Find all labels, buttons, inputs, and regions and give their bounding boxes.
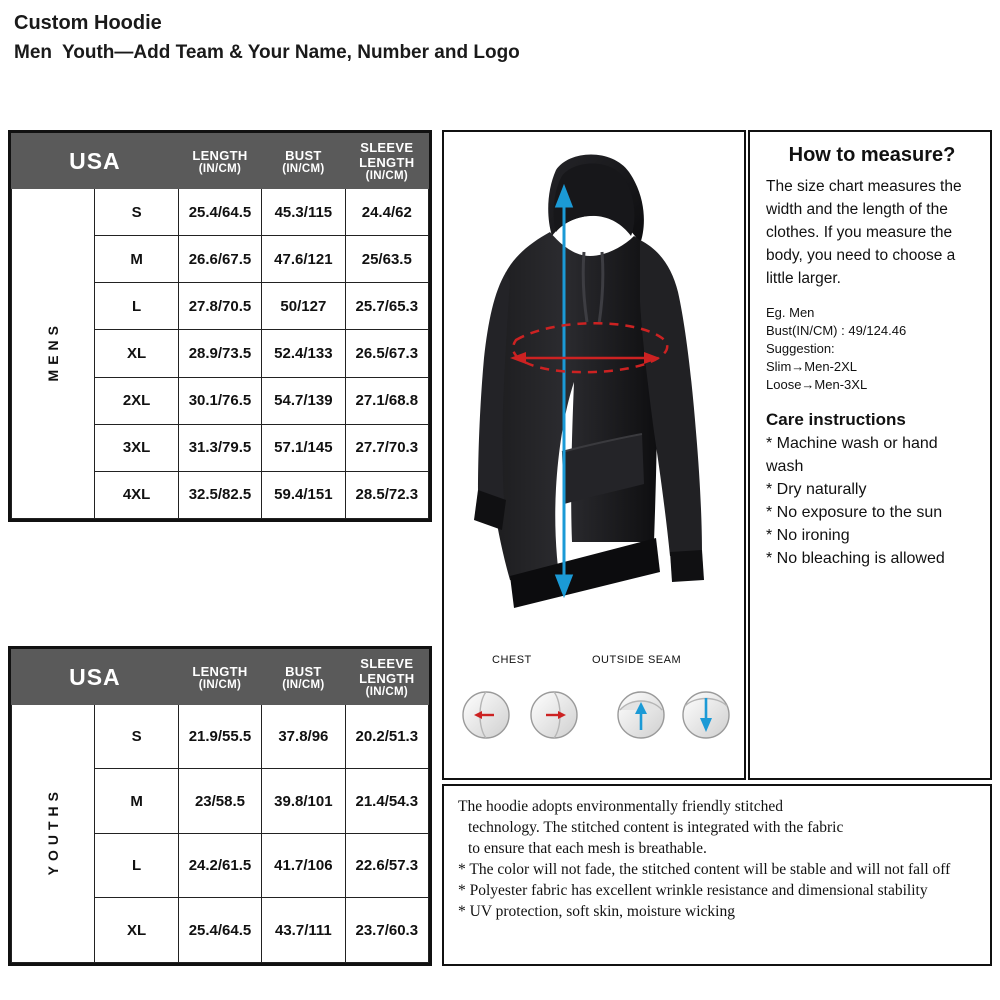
cell-size: S (95, 705, 178, 769)
header-length (178, 650, 261, 705)
youths-table-head (12, 650, 429, 705)
youths-table-body (12, 705, 429, 963)
header-sleeve-sub: (IN/CM) (365, 686, 408, 698)
cell-size: L (95, 833, 178, 897)
list-item: * No bleaching is allowed (766, 550, 945, 567)
cell-sleeve: 21.4/54.3 (345, 769, 428, 833)
list-item: * Dry naturally (766, 481, 867, 498)
example-line-3: Suggestion: (766, 341, 835, 356)
cell-bust: 39.8/101 (262, 769, 345, 833)
cell-length: 26.6/67.5 (178, 236, 261, 283)
list-item: * No exposure to the sun (766, 504, 943, 521)
row-group-label-text: YOUTHS (45, 787, 62, 876)
how-to-measure-intro: The size chart measures the width and the length of the clothes. If you measure the body, you need to choose a little larger. (766, 178, 962, 287)
fabric-notes-panel (442, 784, 992, 966)
cell-length: 28.9/73.5 (178, 330, 261, 377)
cell-sleeve: 24.4/62 (345, 189, 428, 236)
cell-length: 31.3/79.5 (178, 424, 261, 471)
table-header-row (12, 650, 429, 705)
cell-size: 4XL (95, 471, 178, 518)
table-row (12, 705, 429, 769)
notes-line-2: technology. The stitched content is integrated with the fabric (468, 819, 844, 836)
hoodie-image-panel (442, 130, 746, 780)
header-sleeve (345, 650, 428, 705)
list-item: * Machine wash or hand wash (766, 435, 938, 475)
header-length-sub: (IN/CM) (198, 678, 242, 691)
outside-seam-down-icon (683, 692, 729, 738)
cell-size: XL (95, 898, 178, 963)
outside-seam-label: OUTSIDE SEAM (592, 654, 682, 666)
measure-example (766, 304, 978, 394)
care-instructions-list (766, 432, 978, 570)
chest-left-icon (463, 692, 509, 738)
how-to-measure-panel (748, 130, 992, 780)
cell-bust: 52.4/133 (262, 330, 345, 377)
example-line-5: Loose→Men-3XL (766, 377, 868, 392)
cell-size: L (95, 283, 178, 330)
row-group-label-youths (12, 705, 95, 963)
youths-size-table (8, 646, 432, 966)
cell-length: 32.5/82.5 (178, 471, 261, 518)
cell-bust: 37.8/96 (262, 705, 345, 769)
content-area (0, 68, 1000, 978)
cell-bust: 47.6/121 (262, 236, 345, 283)
example-line-1: Eg. Men (766, 305, 815, 320)
table-row (12, 189, 429, 236)
cell-sleeve: 27.7/70.3 (345, 424, 428, 471)
cell-size: 2XL (95, 377, 178, 424)
cell-size: M (95, 769, 178, 833)
cell-length: 23/58.5 (178, 769, 261, 833)
cell-bust: 57.1/145 (262, 424, 345, 471)
header-length-main: LENGTH (192, 147, 248, 163)
table-header-row (12, 134, 429, 189)
notes-line-1: The hoodie adopts environmentally friendly stitched (458, 798, 783, 815)
cell-size: 3XL (95, 424, 178, 471)
header-sleeve-main: SLEEVE LENGTH (359, 140, 415, 170)
cell-bust: 59.4/151 (262, 471, 345, 518)
row-group-label-mens (12, 189, 95, 519)
header-sleeve-sub: (IN/CM) (365, 170, 408, 182)
cell-length: 30.1/76.5 (178, 377, 261, 424)
cell-sleeve: 28.5/72.3 (345, 471, 428, 518)
page-title: Custom Hoodie (14, 12, 162, 34)
cell-length: 24.2/61.5 (178, 833, 261, 897)
cell-size: XL (95, 330, 178, 377)
notes-line-5: * Polyester fabric has excellent wrinkle resistance and dimensional stability (458, 882, 928, 899)
cell-length: 21.9/55.5 (178, 705, 261, 769)
chest-right-icon (531, 692, 577, 738)
chest-label: CHEST (492, 654, 532, 666)
header-sleeve-main: SLEEVE LENGTH (359, 656, 415, 686)
header-bust (262, 134, 345, 189)
notes-line-6: * UV protection, soft skin, moisture wicking (458, 903, 735, 920)
cell-bust: 43.7/111 (262, 898, 345, 963)
header-length (178, 134, 261, 189)
header-sleeve (345, 134, 428, 189)
notes-line-4: * The color will not fade, the stitched content will be stable and will not fall off (458, 861, 951, 878)
cell-sleeve: 27.1/68.8 (345, 377, 428, 424)
cell-length: 25.4/64.5 (178, 189, 261, 236)
mens-size-table (8, 130, 432, 522)
example-line-2: Bust(IN/CM) : 49/124.46 (766, 323, 907, 338)
header-bust-sub: (IN/CM) (282, 162, 325, 175)
hoodie-illustration (444, 132, 744, 652)
youths-size-table-grid (11, 649, 429, 963)
how-to-measure-heading: How to measure? (788, 144, 956, 166)
mens-size-table-grid (11, 133, 429, 519)
header-bust-main: BUST (285, 663, 322, 679)
cell-sleeve: 22.6/57.3 (345, 833, 428, 897)
mens-table-head (12, 134, 429, 189)
cell-bust: 41.7/106 (262, 833, 345, 897)
cell-sleeve: 25.7/65.3 (345, 283, 428, 330)
measure-icons-row (444, 680, 744, 750)
header-usa: USA (12, 650, 179, 705)
cell-sleeve: 25/63.5 (345, 236, 428, 283)
example-line-4: Slim→Men-2XL (766, 359, 858, 374)
subtitle-men: Men (14, 42, 52, 63)
cell-length: 25.4/64.5 (178, 898, 261, 963)
cell-bust: 50/127 (262, 283, 345, 330)
cell-sleeve: 20.2/51.3 (345, 705, 428, 769)
header-bust-sub: (IN/CM) (282, 678, 325, 691)
cell-length: 27.8/70.5 (178, 283, 261, 330)
care-instructions-heading: Care instructions (766, 410, 906, 429)
header-bust (262, 650, 345, 705)
notes-line-3: to ensure that each mesh is breathable. (468, 840, 707, 857)
cell-sleeve: 26.5/67.3 (345, 330, 428, 377)
subtitle-youth: Youth—Add Team & Your Name, Number and Logo (62, 42, 520, 63)
header-length-main: LENGTH (192, 663, 248, 679)
header-usa: USA (12, 134, 179, 189)
mens-table-body (12, 189, 429, 519)
header-bust-main: BUST (285, 147, 322, 163)
page-subtitle (14, 38, 1000, 68)
cell-size: M (95, 236, 178, 283)
outside-seam-up-icon (618, 692, 664, 738)
page-header (0, 0, 1000, 68)
cell-sleeve: 23.7/60.3 (345, 898, 428, 963)
row-group-label-text: MENS (45, 321, 62, 382)
cell-bust: 45.3/115 (262, 189, 345, 236)
header-length-sub: (IN/CM) (198, 162, 242, 175)
cell-bust: 54.7/139 (262, 377, 345, 424)
cell-size: S (95, 189, 178, 236)
list-item: * No ironing (766, 527, 850, 544)
